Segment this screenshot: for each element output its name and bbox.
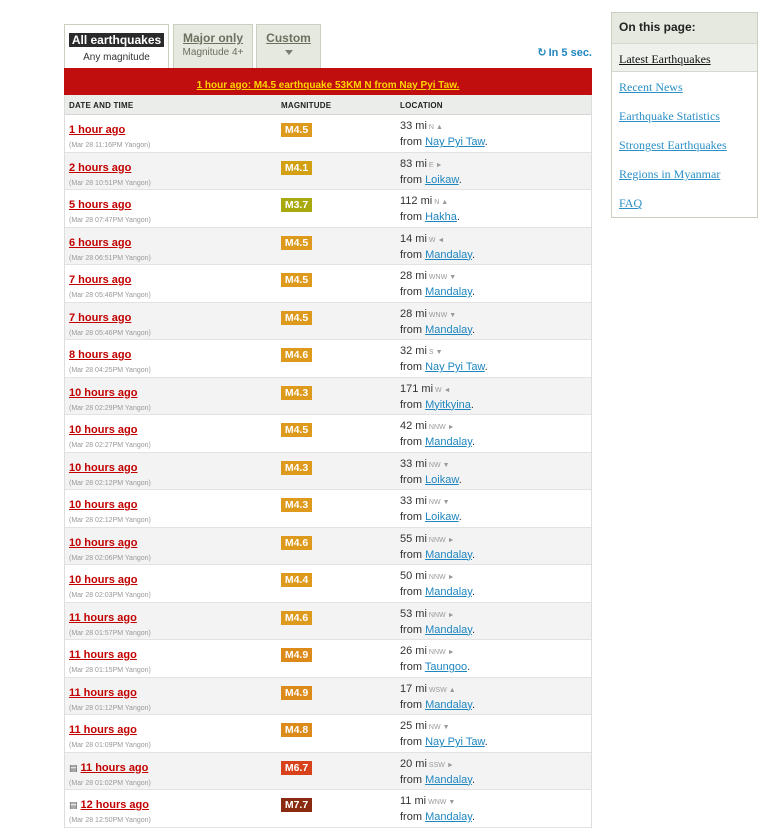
- direction: NW: [428, 461, 441, 469]
- event-time-link[interactable]: 1 hour ago: [69, 124, 126, 136]
- magnitude-badge: M4.9: [281, 648, 312, 662]
- magnitude-cell: [281, 570, 312, 588]
- magnitude-badge: M4.6: [281, 348, 312, 362]
- location-cell: 42 mi NNW ► from Mandalay.: [400, 420, 476, 448]
- direction: NW: [428, 499, 441, 506]
- distance: 55 mi: [400, 532, 427, 545]
- magnitude-badge: M4.3: [281, 461, 312, 475]
- event-time-link[interactable]: ▤ 11 hours ago: [69, 762, 148, 774]
- direction-arrow-icon: ►: [435, 161, 443, 169]
- magnitude-cell: [281, 533, 312, 551]
- city-link[interactable]: Myitkyina: [425, 398, 471, 411]
- city-link[interactable]: Mandalay: [425, 248, 472, 261]
- from-label: from: [400, 323, 422, 336]
- magnitude-cell: [281, 233, 312, 251]
- event-local-time: (Mar 28 02:06PM Yangon): [69, 554, 151, 562]
- distance: 83 mi: [400, 157, 427, 170]
- event-time-cell: [69, 570, 151, 599]
- distance: 11 mi: [400, 795, 427, 807]
- from-label: from: [400, 136, 422, 148]
- magnitude-cell: [281, 383, 312, 401]
- distance: 53 mi: [400, 607, 427, 620]
- event-time-link[interactable]: 11 hours ago: [69, 724, 137, 736]
- direction-arrow-icon: ▲: [441, 199, 449, 206]
- table-header: [65, 95, 591, 115]
- direction-arrow-icon: ◄: [437, 236, 445, 244]
- sidebar-item-recent-news[interactable]: Recent News: [619, 80, 683, 94]
- city-link[interactable]: Loikaw: [425, 173, 459, 186]
- magnitude-cell: [281, 795, 312, 813]
- direction-arrow-icon: ►: [447, 649, 455, 656]
- event-local-time: (Mar 28 02:27PM Yangon): [69, 442, 151, 449]
- magnitude-badge: M4.5: [281, 273, 312, 287]
- from-label: from: [400, 398, 422, 411]
- city-link[interactable]: Mandalay: [425, 323, 472, 336]
- event-local-time: (Mar 28 02:29PM Yangon): [69, 404, 151, 412]
- event-time-cell: [69, 383, 151, 412]
- city-link[interactable]: Mandalay: [425, 698, 472, 711]
- table-row: [65, 415, 591, 453]
- magnitude-cell: [281, 720, 312, 738]
- sidebar-item-faq[interactable]: FAQ: [619, 196, 643, 210]
- distance: 20 mi: [400, 757, 427, 770]
- from-label: from: [400, 661, 422, 673]
- magnitude-cell: [281, 120, 312, 138]
- magnitude-cell: [281, 345, 312, 363]
- distance: 28 mi: [400, 270, 427, 282]
- from-label: from: [400, 811, 422, 823]
- city-link[interactable]: Mandalay: [425, 436, 472, 448]
- sidebar-item-strongest-earthquakes[interactable]: Strongest Earthquakes: [619, 138, 727, 152]
- table-row: [65, 678, 591, 716]
- from-label: from: [400, 586, 422, 598]
- event-time-cell: [69, 720, 151, 749]
- city-link[interactable]: Loikaw: [425, 473, 459, 486]
- event-time-cell: [69, 495, 151, 524]
- event-time-cell: [69, 683, 151, 712]
- distance: 112 mi: [400, 195, 433, 207]
- table-row: [65, 265, 591, 303]
- tab-sublabel: Any magnitude: [83, 52, 150, 63]
- event-time-link[interactable]: 7 hours ago: [69, 311, 132, 324]
- distance: 42 mi: [400, 420, 427, 432]
- event-local-time: (Mar 28 07:47PM Yangon): [69, 217, 151, 224]
- city-link[interactable]: Nay Pyi Taw: [425, 361, 485, 373]
- from-label: from: [400, 473, 422, 486]
- table-row: [65, 190, 591, 228]
- direction-arrow-icon: ▼: [449, 311, 457, 319]
- event-local-time: (Mar 28 01:12PM Yangon): [69, 704, 151, 712]
- event-time-link[interactable]: 5 hours ago: [69, 199, 132, 211]
- location-cell: 55 mi NNW ► from Mandalay.: [400, 532, 476, 561]
- direction-arrow-icon: ►: [447, 611, 455, 619]
- direction: NNW: [428, 574, 446, 581]
- location-cell: 53 mi NNW ► from Mandalay.: [400, 607, 476, 636]
- latest-alert-link[interactable]: 1 hour ago: M4.5 earthquake 53KM N from Nay Pyi Taw.: [196, 80, 460, 91]
- distance: 50 mi: [400, 570, 427, 582]
- event-local-time: (Mar 28 06:51PM Yangon): [69, 254, 151, 262]
- table-row: [65, 490, 591, 528]
- direction: SSW: [428, 761, 445, 769]
- event-time-link[interactable]: 2 hours ago: [69, 161, 132, 174]
- city-link[interactable]: Loikaw: [425, 511, 459, 523]
- event-time-link[interactable]: 8 hours ago: [69, 349, 132, 361]
- distance: 33 mi: [400, 120, 427, 132]
- direction: WNW: [428, 799, 447, 806]
- event-time-cell: [69, 533, 151, 562]
- event-time-link[interactable]: 11 hours ago: [69, 686, 137, 699]
- sidebar-item-earthquake-statistics[interactable]: Earthquake Statistics: [619, 109, 720, 123]
- table-row: [65, 753, 591, 791]
- distance: 32 mi: [400, 345, 427, 357]
- magnitude-cell: [281, 495, 312, 513]
- latest-alert-banner: [64, 68, 592, 95]
- city-link[interactable]: Nay Pyi Taw: [425, 736, 485, 748]
- tab-all-earthquakes[interactable]: [64, 24, 169, 69]
- direction: N: [428, 124, 434, 131]
- direction-arrow-icon: ▼: [442, 461, 450, 469]
- magnitude-cell: [281, 158, 312, 176]
- event-time-cell: [69, 795, 151, 824]
- table-row: [65, 453, 591, 491]
- event-time-cell: [69, 458, 151, 487]
- event-local-time: (Mar 28 01:15PM Yangon): [69, 667, 151, 674]
- magnitude-badge: M4.5: [281, 423, 312, 437]
- event-local-time: (Mar 28 11:16PM Yangon): [69, 142, 151, 149]
- distance: 33 mi: [400, 495, 427, 507]
- from-label: from: [400, 286, 422, 298]
- direction-arrow-icon: ▼: [435, 349, 443, 356]
- tab-custom[interactable]: [256, 24, 321, 68]
- tab-label: Custom: [266, 31, 311, 45]
- from-label: from: [400, 623, 422, 636]
- city-link[interactable]: Mandalay: [425, 548, 472, 561]
- event-local-time: (Mar 28 10:51PM Yangon): [69, 179, 151, 187]
- table-row: [65, 715, 591, 753]
- event-local-time: (Mar 28 01:02PM Yangon): [69, 779, 151, 787]
- event-time-link[interactable]: 11 hours ago: [69, 611, 137, 624]
- city-link[interactable]: Mandalay: [425, 811, 472, 823]
- city-link[interactable]: Mandalay: [425, 586, 472, 598]
- magnitude-cell: [281, 270, 312, 288]
- distance: 25 mi: [400, 720, 427, 732]
- magnitude-badge: M4.4: [281, 573, 312, 587]
- magnitude-badge: M4.9: [281, 686, 312, 700]
- magnitude-cell: [281, 758, 312, 776]
- city-link[interactable]: Nay Pyi Taw: [425, 136, 485, 148]
- magnitude-cell: [281, 308, 312, 326]
- city-link[interactable]: Hakha: [425, 211, 457, 223]
- direction-arrow-icon: ▼: [448, 799, 456, 806]
- direction: NNW: [428, 536, 446, 544]
- location-cell: 33 mi N ▲ from Nay Pyi Taw.: [400, 120, 488, 148]
- location-cell: 28 mi WNW ▼ from Mandalay.: [400, 307, 476, 336]
- refresh-countdown[interactable]: [537, 46, 592, 59]
- earthquake-table: [64, 95, 592, 828]
- event-local-time: (Mar 28 01:57PM Yangon): [69, 629, 151, 637]
- event-local-time: (Mar 28 05:46PM Yangon): [69, 329, 151, 337]
- event-time-cell: [69, 308, 151, 337]
- refresh-text: In 5 sec.: [548, 47, 592, 59]
- from-label: from: [400, 436, 422, 448]
- event-time-link[interactable]: 10 hours ago: [69, 461, 138, 474]
- table-row: [65, 153, 591, 191]
- location-cell: 50 mi NNW ► from Mandalay.: [400, 570, 476, 598]
- from-label: from: [400, 548, 422, 561]
- event-local-time: (Mar 28 12:50PM Yangon): [69, 817, 151, 824]
- location-cell: 11 mi WNW ▼ from Mandalay.: [400, 795, 476, 823]
- event-local-time: (Mar 28 05:46PM Yangon): [69, 292, 151, 299]
- refresh-icon: ↻: [537, 47, 547, 59]
- event-time-cell: [69, 345, 151, 374]
- magnitude-cell: [281, 645, 312, 663]
- table-row: [65, 565, 591, 603]
- sidebar-item-regions-in-myanmar[interactable]: Regions in Myanmar: [619, 167, 721, 181]
- event-time-link[interactable]: ▤ 12 hours ago: [69, 799, 149, 811]
- table-row: [65, 790, 591, 828]
- location-cell: 28 mi WNW ▼ from Mandalay.: [400, 270, 476, 298]
- distance: 33 mi: [400, 457, 427, 470]
- location-cell: 26 mi NNW ► from Taungoo.: [400, 645, 471, 673]
- direction: WNW: [428, 274, 448, 281]
- magnitude-badge: M6.7: [281, 761, 312, 775]
- event-time-cell: [69, 195, 151, 224]
- location-cell: 33 mi NW ▼ from Loikaw.: [400, 457, 462, 486]
- from-label: from: [400, 173, 422, 186]
- direction-arrow-icon: ▲: [448, 686, 456, 694]
- direction: NNW: [428, 424, 446, 431]
- direction: S: [428, 349, 434, 356]
- event-time-cell: [69, 270, 151, 299]
- magnitude-badge: M4.3: [281, 498, 312, 512]
- location-cell: 33 mi NW ▼ from Loikaw.: [400, 495, 462, 523]
- direction-arrow-icon: ►: [447, 424, 455, 431]
- distance: 14 mi: [400, 232, 427, 245]
- from-label: from: [400, 361, 422, 373]
- from-label: from: [400, 211, 422, 223]
- direction-arrow-icon: ◄: [443, 386, 451, 394]
- city-link[interactable]: Mandalay: [425, 623, 472, 636]
- direction: W: [435, 386, 442, 394]
- event-local-time: (Mar 28 04:25PM Yangon): [69, 367, 151, 374]
- location-cell: 17 mi WSW ▲ from Mandalay.: [400, 682, 476, 711]
- location-cell: 171 mi W ◄ from Myitkyina.: [400, 382, 474, 411]
- city-link[interactable]: Mandalay: [425, 286, 472, 298]
- location-cell: 25 mi NW ▼ from Nay Pyi Taw.: [400, 720, 488, 748]
- table-row: [65, 603, 591, 641]
- magnitude-badge: M4.5: [281, 236, 312, 250]
- from-label: from: [400, 773, 422, 786]
- header-magnitude: MAGNITUDE: [281, 101, 332, 110]
- direction: WSW: [428, 686, 447, 694]
- event-time-link[interactable]: 10 hours ago: [69, 574, 138, 586]
- event-time-cell: [69, 120, 150, 149]
- magnitude-badge: M4.5: [281, 311, 312, 325]
- magnitude-badge: M4.8: [281, 723, 312, 737]
- magnitude-cell: [281, 458, 312, 476]
- event-time-cell: [69, 158, 151, 187]
- magnitude-badge: M4.3: [281, 386, 312, 400]
- magnitude-cell: [281, 420, 312, 438]
- distance: 17 mi: [400, 682, 427, 695]
- location-cell: 14 mi W ◄ from Mandalay.: [400, 232, 476, 261]
- direction-arrow-icon: ►: [446, 761, 454, 769]
- from-label: from: [400, 698, 422, 711]
- city-link[interactable]: Mandalay: [425, 773, 472, 786]
- event-time-link[interactable]: 11 hours ago: [69, 649, 137, 661]
- event-time-link[interactable]: 10 hours ago: [69, 536, 138, 549]
- direction: E: [428, 161, 434, 169]
- event-time-link[interactable]: 10 hours ago: [69, 386, 138, 399]
- magnitude-badge: M4.6: [281, 536, 312, 550]
- direction-arrow-icon: ▼: [449, 274, 457, 281]
- direction: W: [428, 236, 436, 244]
- event-time-cell: [69, 608, 151, 637]
- on-this-page-sidebar: [611, 12, 758, 218]
- event-time-link[interactable]: 6 hours ago: [69, 236, 132, 249]
- direction-arrow-icon: ▼: [442, 724, 450, 731]
- from-label: from: [400, 248, 422, 261]
- filter-tabs: [64, 24, 592, 68]
- location-cell: 20 mi SSW ► from Mandalay.: [400, 757, 476, 786]
- direction-arrow-icon: ►: [447, 536, 455, 544]
- header-location: LOCATION: [400, 101, 443, 110]
- direction-arrow-icon: ▼: [442, 499, 450, 506]
- event-local-time: (Mar 28 02:12PM Yangon): [69, 479, 151, 487]
- event-time-link[interactable]: 10 hours ago: [69, 499, 138, 511]
- event-time-link[interactable]: 10 hours ago: [69, 424, 138, 436]
- distance: 26 mi: [400, 645, 427, 657]
- location-cell: 83 mi E ► from Loikaw.: [400, 157, 462, 186]
- location-cell: 112 mi N ▲ from Hakha.: [400, 195, 460, 223]
- event-time-cell: [69, 233, 151, 262]
- magnitude-badge: M7.7: [281, 798, 312, 812]
- sidebar-item-latest-earthquakes[interactable]: Latest Earthquakes: [612, 43, 757, 72]
- table-row: [65, 640, 591, 678]
- magnitude-cell: [281, 608, 312, 626]
- direction: NNW: [428, 611, 446, 619]
- tab-sublabel: Magnitude 4+: [182, 47, 244, 58]
- location-cell: 32 mi S ▼ from Nay Pyi Taw.: [400, 345, 488, 373]
- distance: 28 mi: [400, 307, 427, 320]
- table-body: [65, 115, 591, 828]
- table-row: [65, 303, 591, 341]
- table-row: [65, 228, 591, 266]
- direction: NW: [428, 724, 441, 731]
- event-time-cell: [69, 758, 151, 787]
- event-time-cell: [69, 420, 151, 449]
- direction: NNW: [428, 649, 446, 656]
- table-row: [65, 528, 591, 566]
- distance: 171 mi: [400, 382, 434, 395]
- magnitude-badge: M4.5: [281, 123, 312, 137]
- magnitude-badge: M4.6: [281, 611, 312, 625]
- direction: N: [434, 199, 440, 206]
- event-local-time: (Mar 28 02:03PM Yangon): [69, 592, 151, 599]
- from-label: from: [400, 736, 422, 748]
- magnitude-cell: [281, 195, 312, 213]
- chevron-down-icon: [285, 50, 293, 55]
- table-row: [65, 378, 591, 416]
- city-link[interactable]: Taungoo: [424, 661, 468, 673]
- tab-major-only[interactable]: [173, 24, 253, 68]
- direction-arrow-icon: ▲: [435, 124, 443, 131]
- table-row: [65, 115, 591, 153]
- event-local-time: (Mar 28 01:09PM Yangon): [69, 742, 151, 749]
- event-time-cell: [69, 645, 151, 674]
- from-label: from: [400, 511, 422, 523]
- magnitude-badge: M3.7: [281, 198, 312, 212]
- event-time-link[interactable]: 7 hours ago: [69, 274, 132, 286]
- header-date-time: DATE AND TIME: [69, 101, 134, 110]
- table-row: [65, 340, 591, 378]
- sidebar-title: On this page:: [612, 13, 757, 43]
- magnitude-cell: [281, 683, 312, 701]
- magnitude-badge: M4.1: [281, 161, 312, 175]
- event-local-time: (Mar 28 02:12PM Yangon): [69, 517, 151, 524]
- tab-label: Major only: [182, 31, 243, 45]
- direction: WNW: [428, 311, 448, 319]
- tab-label: All earthquakes: [69, 33, 164, 47]
- direction-arrow-icon: ►: [447, 574, 455, 581]
